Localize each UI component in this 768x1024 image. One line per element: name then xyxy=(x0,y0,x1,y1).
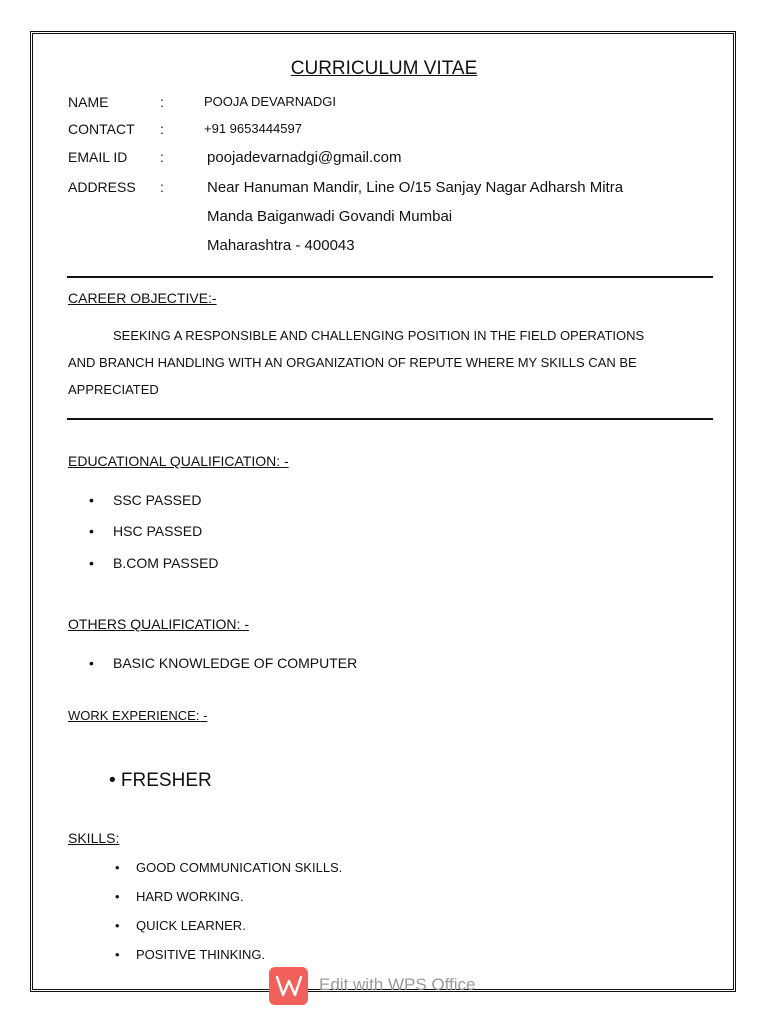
contact-colon: : xyxy=(160,121,164,137)
skills-heading: SKILLS: xyxy=(68,830,120,846)
education-item: SSC PASSED xyxy=(113,492,202,508)
bullet: • xyxy=(89,655,94,671)
address-line-3: Maharashtra - 400043 xyxy=(207,237,355,254)
list-item xyxy=(89,492,201,508)
skill-item: GOOD COMMUNICATION SKILLS. xyxy=(136,860,343,875)
education-item: HSC PASSED xyxy=(113,523,203,539)
email-value: poojadevarnadgi@gmail.com xyxy=(207,149,402,166)
address-colon: : xyxy=(160,179,164,195)
bullet: • xyxy=(89,523,94,539)
career-objective-line-1: SEEKING A RESPONSIBLE AND CHALLENGING POSITION IN THE FIELD OPERATIONS xyxy=(113,328,645,343)
career-objective-line-3: APPRECIATED xyxy=(68,382,159,397)
others-item: BASIC KNOWLEDGE OF COMPUTER xyxy=(113,655,358,671)
contact-value: +91 9653444597 xyxy=(204,121,302,136)
address-line-2: Manda Baiganwadi Govandi Mumbai xyxy=(207,208,453,225)
bullet: • xyxy=(115,918,120,933)
list-item xyxy=(115,860,342,875)
name-label: NAME xyxy=(68,94,109,110)
contact-label: CONTACT xyxy=(68,121,135,137)
page-border xyxy=(30,31,736,992)
education-item: B.COM PASSED xyxy=(113,555,219,571)
list-item xyxy=(115,918,246,933)
name-colon: : xyxy=(160,94,164,110)
address-line-1: Near Hanuman Mandir, Line O/15 Sanjay Nagar Adharsh Mitra xyxy=(207,179,624,196)
bullet: • xyxy=(115,860,120,875)
list-item xyxy=(89,555,219,571)
wps-logo-icon[interactable] xyxy=(269,967,308,1005)
edit-with-wps-link[interactable]: Edit with WPS Office xyxy=(319,975,476,994)
list-item xyxy=(89,523,202,539)
address-label: ADDRESS xyxy=(68,179,136,195)
bullet: • xyxy=(115,889,120,904)
bullet: • xyxy=(115,947,120,962)
list-item xyxy=(89,655,357,671)
career-objective-line-2: AND BRANCH HANDLING WITH AN ORGANIZATION OF REPUTE WHERE MY SKILLS CAN BE xyxy=(68,355,637,370)
wps-w-icon xyxy=(275,975,303,997)
career-objective-heading: CAREER OBJECTIVE:- xyxy=(68,290,217,306)
others-qualification-heading: OTHERS QUALIFICATION: - xyxy=(68,616,249,632)
bullet: • xyxy=(89,492,94,508)
education-heading: EDUCATIONAL QUALIFICATION: - xyxy=(68,453,289,469)
document-title: CURRICULUM VITAE xyxy=(290,58,478,79)
list-item xyxy=(115,889,244,904)
skill-item: HARD WORKING. xyxy=(136,889,244,904)
email-colon: : xyxy=(160,149,164,165)
bullet: • xyxy=(89,555,94,571)
name-value: POOJA DEVARNADGI xyxy=(204,94,336,109)
work-experience-heading: WORK EXPERIENCE: - xyxy=(68,708,208,723)
skill-item: POSITIVE THINKING. xyxy=(136,947,266,962)
list-item xyxy=(115,947,265,962)
work-experience-item: • FRESHER xyxy=(109,770,212,791)
section-divider xyxy=(67,418,713,420)
section-divider xyxy=(67,276,713,278)
email-label: EMAIL ID xyxy=(68,149,128,165)
skill-item: QUICK LEARNER. xyxy=(136,918,246,933)
